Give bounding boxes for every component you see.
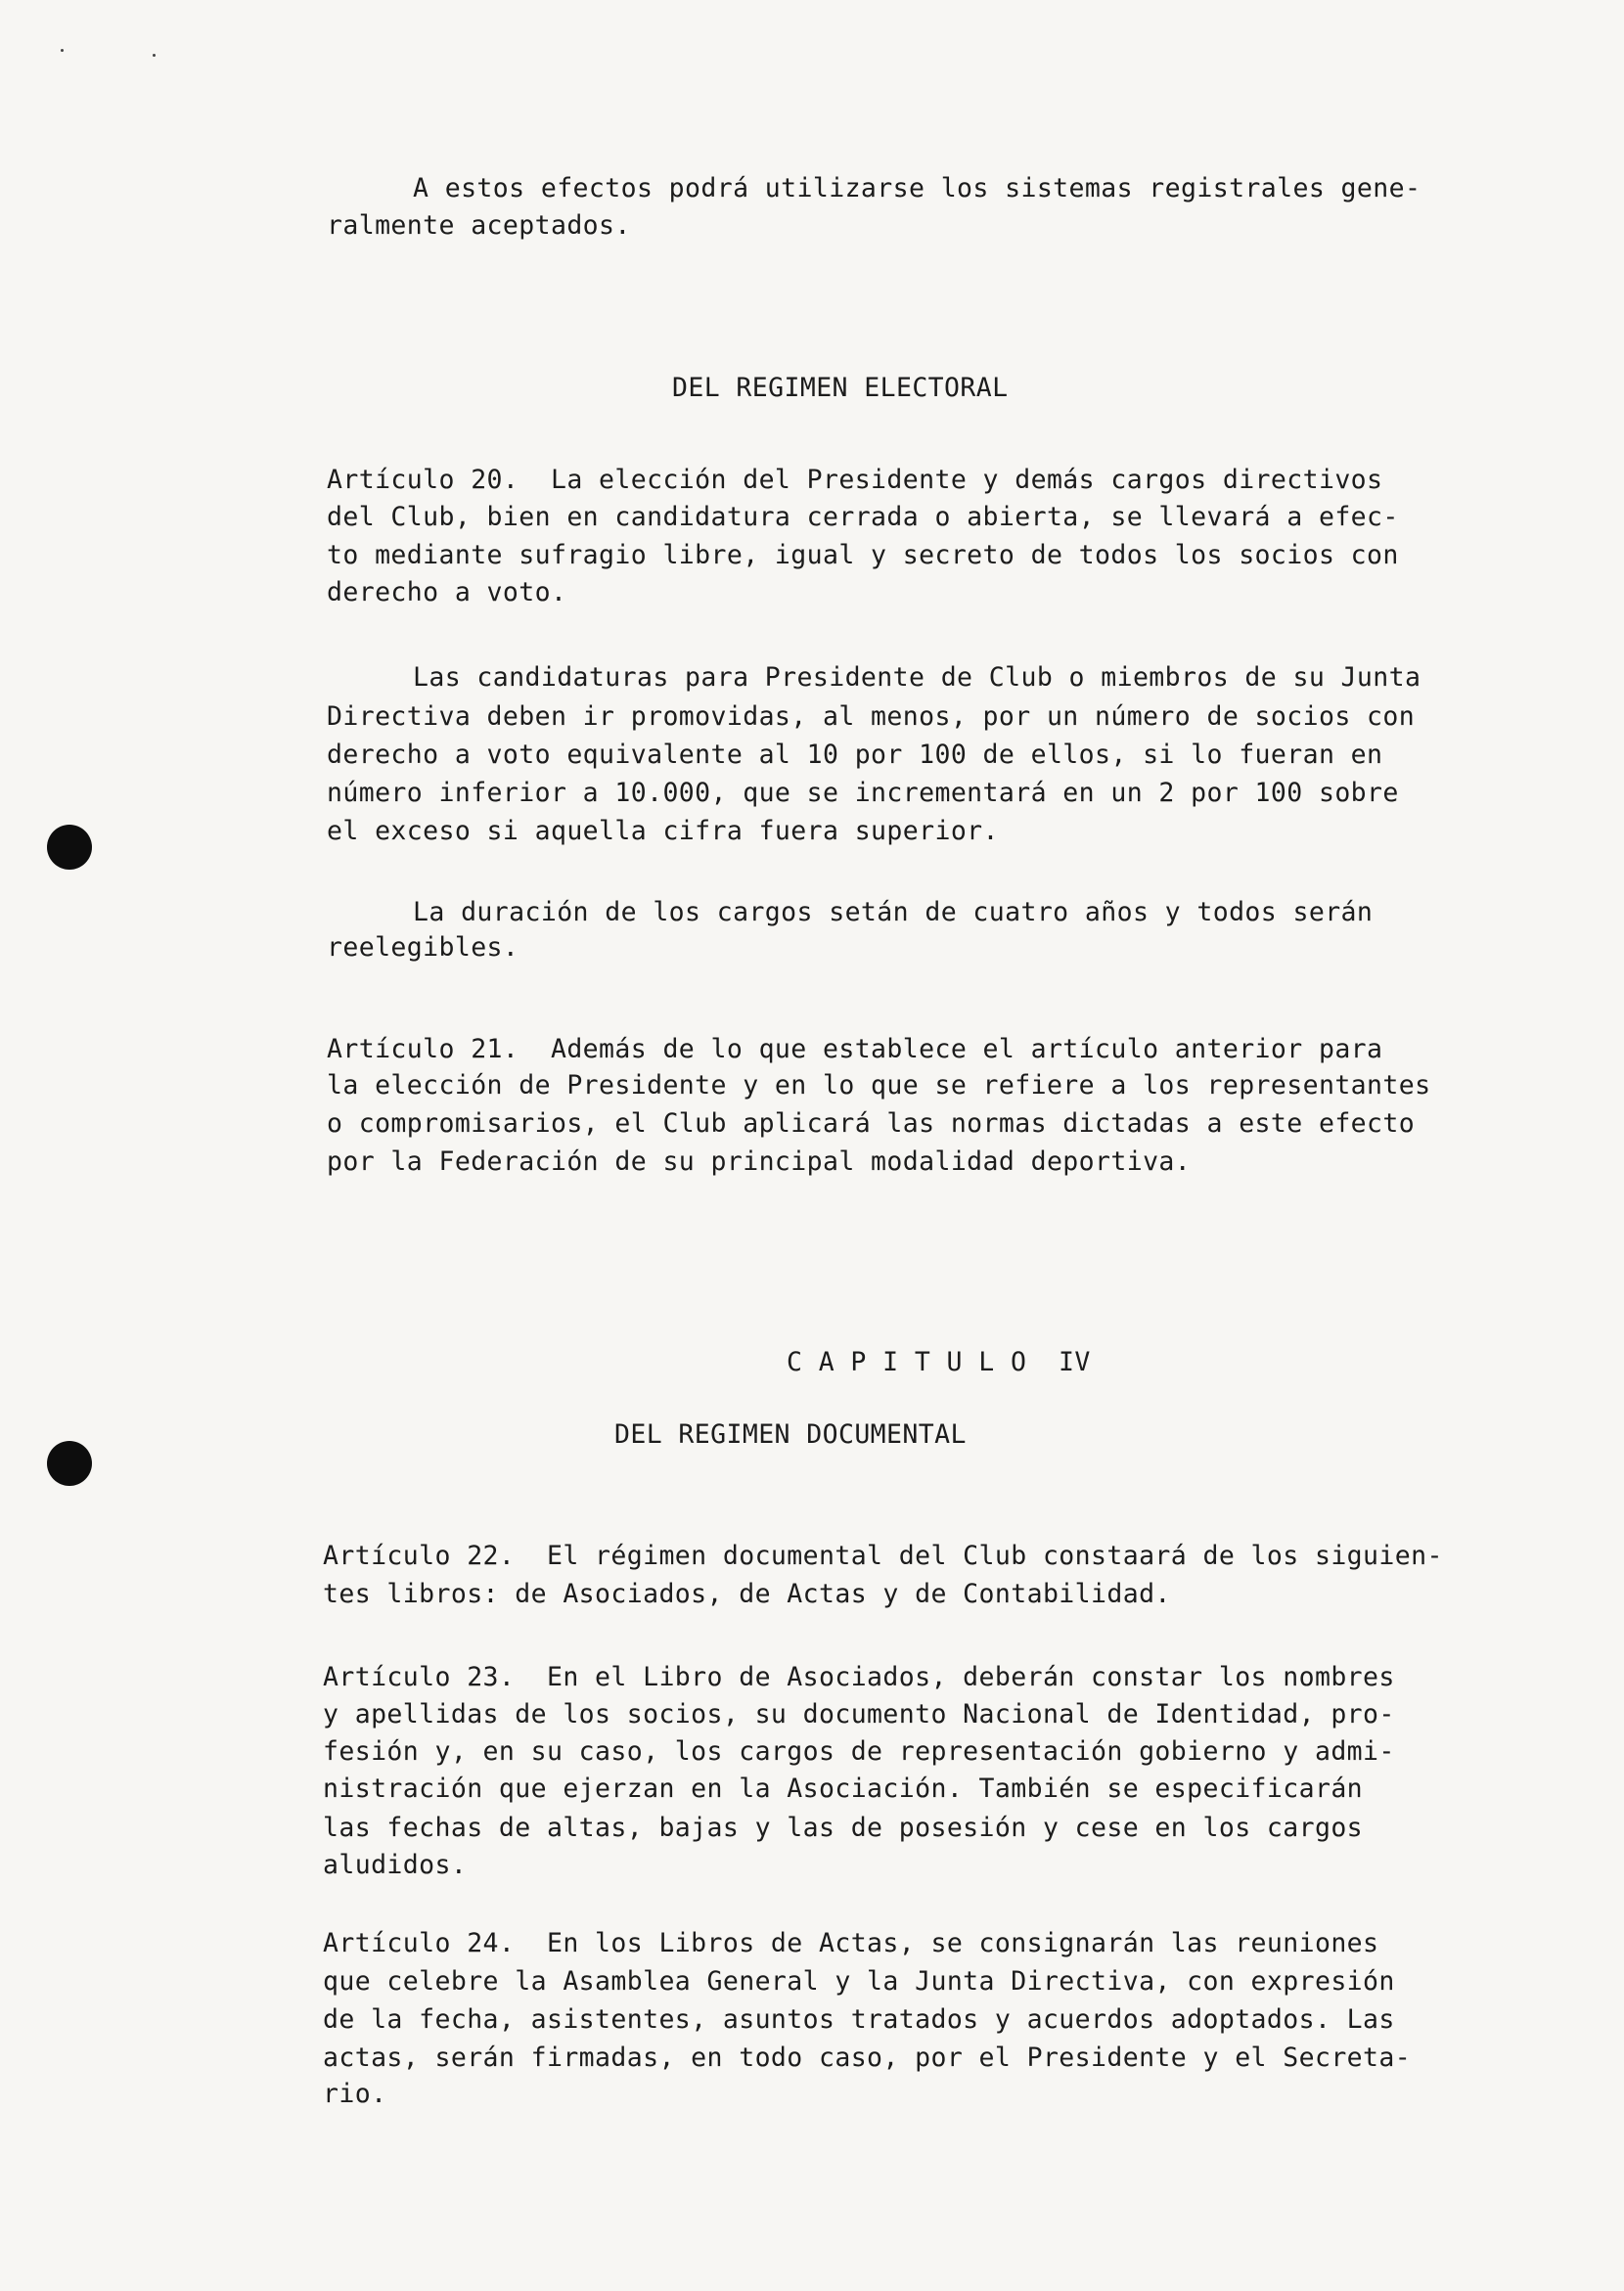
text-line: Artículo 23. En el Libro de Asociados, deberán constar los nombres: [323, 1662, 1395, 1692]
text-line: Artículo 22. El régimen documental del Club constaará de los siguien-: [323, 1541, 1443, 1571]
text-line: o compromisarios, el Club aplicará las normas dictadas a este efecto: [327, 1108, 1416, 1139]
text-line: del Club, bien en candidatura cerrada o abierta, se llevará a efec-: [327, 502, 1399, 532]
text-line: nistración que ejerzan en la Asociación. También se especificarán: [323, 1774, 1364, 1804]
text-line: número inferior a 10.000, que se incrementará en un 2 por 100 sobre: [327, 778, 1399, 808]
text-line: el exceso si aquella cifra fuera superior.: [327, 816, 999, 846]
punch-hole: [47, 1441, 92, 1486]
chapter-heading: C A P I T U L O IV: [787, 1347, 1091, 1377]
text-line: ralmente aceptados.: [327, 210, 631, 241]
text-line: reelegibles.: [327, 932, 519, 963]
text-line: por la Federación de su principal modalidad deportiva.: [327, 1146, 1192, 1177]
section-heading: DEL REGIMEN ELECTORAL: [672, 373, 1009, 403]
text-line: fesión y, en su caso, los cargos de representación gobierno y admi-: [323, 1736, 1395, 1767]
text-line: Las candidaturas para Presidente de Club o miembros de su Junta: [413, 662, 1421, 693]
text-line: La duración de los cargos setán de cuatro años y todos serán: [413, 897, 1374, 927]
text-line: y apellidas de los socios, su documento Nacional de Identidad, pro-: [323, 1699, 1395, 1729]
text-line: derecho a voto.: [327, 577, 567, 607]
punch-hole: [47, 825, 92, 870]
text-line: de la fecha, asistentes, asuntos tratados y acuerdos adoptados. Las: [323, 2004, 1395, 2035]
text-line: tes libros: de Asociados, de Actas y de Contabilidad.: [323, 1579, 1171, 1609]
ink-speck: [61, 49, 64, 52]
text-line: to mediante sufragio libre, igual y secreto de todos los socios con: [327, 540, 1399, 570]
text-line: Artículo 21. Además de lo que establece el artículo anterior para: [327, 1034, 1383, 1064]
text-line: derecho a voto equivalente al 10 por 100 de ellos, si lo fueran en: [327, 740, 1383, 770]
text-line: las fechas de altas, bajas y las de posesión y cese en los cargos: [323, 1813, 1364, 1843]
text-line: que celebre la Asamblea General y la Junta Directiva, con expresión: [323, 1966, 1395, 1997]
text-line: Directiva deben ir promovidas, al menos, por un número de socios con: [327, 701, 1416, 732]
text-line: Artículo 20. La elección del Presidente y demás cargos directivos: [327, 465, 1383, 495]
text-line: aludidos.: [323, 1850, 468, 1880]
ink-speck: [153, 54, 156, 57]
section-heading: DEL REGIMEN DOCUMENTAL: [614, 1419, 967, 1450]
text-line: la elección de Presidente y en lo que se refiere a los representantes: [327, 1070, 1431, 1101]
text-line: actas, serán firmadas, en todo caso, por el Presidente y el Secreta-: [323, 2043, 1412, 2073]
text-line: Artículo 24. En los Libros de Actas, se consignarán las reuniones: [323, 1928, 1379, 1958]
text-line: A estos efectos podrá utilizarse los sistemas registrales gene-: [413, 173, 1421, 203]
text-line: rio.: [323, 2079, 387, 2109]
